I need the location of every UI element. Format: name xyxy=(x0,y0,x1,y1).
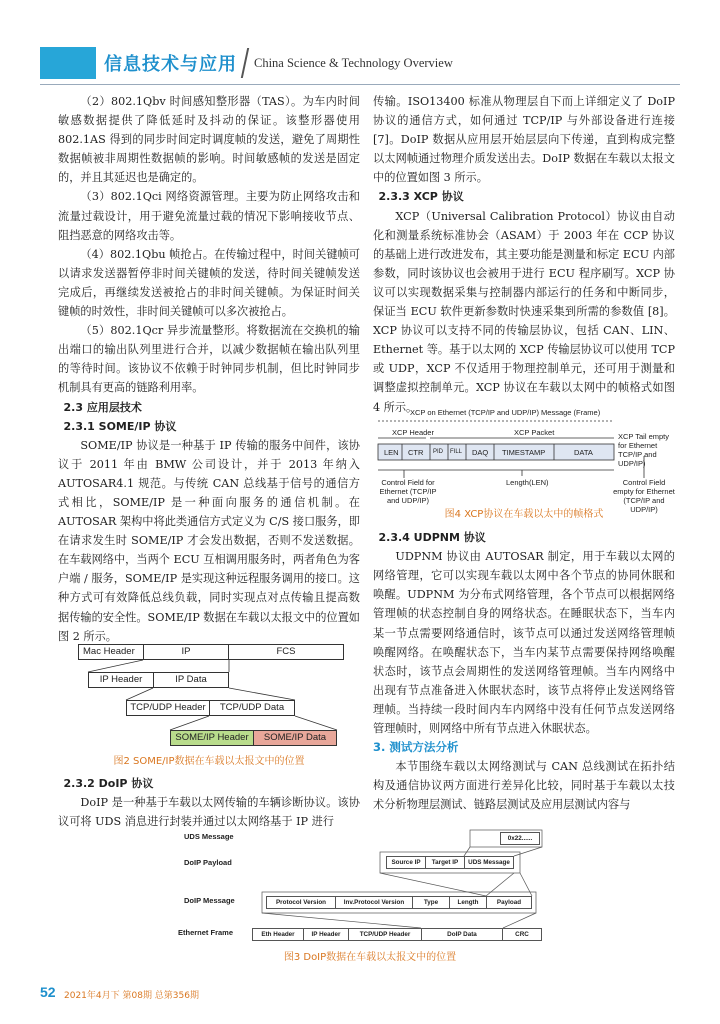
fig3-doip-data: DoIP Data xyxy=(421,928,503,941)
figure-2-caption: 图2 SOME/IP数据在车载以太报文中的位置 xyxy=(113,756,305,767)
fig4-title: XCP on Ethernet (TCP/IP and UDP/IP) Message (Frame) xyxy=(410,408,601,417)
fig4-ctr: CTR xyxy=(408,448,424,457)
fig3-eth-header: Eth Header xyxy=(252,928,304,941)
journal-en-title: China Science & Technology Overview xyxy=(254,56,453,70)
fig4-data: DATA xyxy=(574,448,593,457)
fig3-target-ip: Target IP xyxy=(425,856,465,869)
fig3-label-payload: DoIP Payload xyxy=(184,858,232,867)
right-column xyxy=(373,92,675,417)
fig4-length: Length(LEN) xyxy=(506,478,549,487)
heading-2-3-4: 2.3.4 UDPNM 协议 xyxy=(378,531,486,545)
para-qci: （3）802.1Qci 网络资源管理。主要为防止网络攻击和流量过载设计，用于避免流量过载的情况下影响接收节点、阻挡恶意的网络攻击等。 xyxy=(58,190,360,242)
figure-4-caption: 图4 XCP协议在车载以太中的帧格式 xyxy=(444,509,604,520)
fig4-control-left: Control Field for Ethernet (TCP/IP and UDP/IP) xyxy=(379,478,437,505)
heading-2-3-1: 2.3.1 SOME/IP 协议 xyxy=(63,419,177,433)
mac-header-box: Mac Header xyxy=(78,644,144,660)
figure-3-caption: 图3 DoIP数据在车载以太报文中的位置 xyxy=(283,952,457,963)
fig3-uds-message-box: UDS Message xyxy=(464,856,514,869)
ip-header-box: IP Header xyxy=(88,672,154,688)
header-rule xyxy=(40,84,680,85)
fig4-xcp-packet: XCP Packet xyxy=(514,428,555,437)
fig3-source-ip: Source IP xyxy=(386,856,426,869)
heading-2-3: 2.3 应用层技术 xyxy=(63,400,142,414)
left-column-bottom xyxy=(58,752,360,831)
para-tas: （2）802.1Qbv 时间感知整形器（TAS）。为车内时间敏感数据提供了降低延时及抖动的保证。该整形器使用 802.1AS 得到的同步时间定时调度帧的发送，避免了周期性数据帧被非周期性数据帧的影响。时间敏感帧的发送是固定的，并且其延迟也是确定的。 xyxy=(58,95,360,185)
issue-info: 2021年4月下 第08期 总第356期 xyxy=(64,991,199,1001)
ip-box: IP xyxy=(143,644,229,660)
tcp-header-box: TCP/UDP Header xyxy=(126,700,210,716)
para-test-method: 本节围绕车载以太网络测试与 CAN 总线测试在拓扑结构及通信协议两方面进行差异化比较，同时基于车载以太技术分析物理层测试、链路层测试及应用层测试内容与 xyxy=(373,760,675,812)
heading-3: 3. 测试方法分析 xyxy=(373,740,459,755)
fig3-label-ethernet: Ethernet Frame xyxy=(178,928,234,937)
fig4-xcp-tail: XCP Tail empty for Ethernet TCP/IP and UDP/IP) xyxy=(618,432,669,468)
para-doip: DoIP 是一种基于车载以太网传输的车辆诊断协议。该协议可将 UDS 消息进行封装并通过以太网络基于 IP 进行 xyxy=(58,796,360,829)
fig4-len: LEN xyxy=(384,448,399,457)
fig4-control-right: Control Field empty for Ethernet (TCP/IP and UDP/IP) xyxy=(613,478,675,514)
fig4-timestamp: TIMESTAMP xyxy=(502,448,546,457)
fcs-box: FCS xyxy=(228,644,344,660)
fig3-label-message: DoIP Message xyxy=(184,896,235,905)
fig3-crc: CRC xyxy=(502,928,542,941)
heading-2-3-3: 2.3.3 XCP 协议 xyxy=(378,190,464,204)
fig3-type: Type xyxy=(412,896,450,909)
someip-header-box: SOME/IP Header xyxy=(170,730,254,746)
para-qbu: （4）802.1Qbu 帧抢占。在传输过程中，时间关键帧可以请求发送器暂停非时间关键帧的发送，待时间关键帧发送完成后，再继续发送被抢占的非时间关键帧。为保证时间关键帧的时效性，非时间关键帧可以多次被抢占。 xyxy=(58,247,360,319)
left-column xyxy=(58,92,360,646)
header-color-block xyxy=(40,47,96,79)
fig3-payload: Payload xyxy=(486,896,532,909)
figure-3-doip xyxy=(170,828,570,963)
ip-data-box: IP Data xyxy=(153,672,229,688)
fig3-ip-header: IP Header xyxy=(303,928,349,941)
fig3-label-uds: UDS Message xyxy=(184,832,234,841)
fig3-connector-lines xyxy=(170,828,570,953)
figure-2-someip xyxy=(78,644,348,754)
para-doip-cont: 传输。ISO13400 标准从物理层自下而上详细定义了 DoIP 协议的通信方式，如何通过 TCP/IP 与外部设备进行连接 [7]。DoIP 数据从应用层开始层层向下传递，直到构成完整以太网帧通过物理介质发送出去。DoIP 数据在车载以太报文中的位置如图 3 所示。 xyxy=(373,95,675,185)
fig3-inv-protocol-version: Inv.Protocol Version xyxy=(335,896,413,909)
fig4-xcp-header: XCP Header xyxy=(392,428,434,437)
figure-4-xcp xyxy=(374,408,676,518)
tcp-data-box: TCP/UDP Data xyxy=(209,700,295,716)
heading-2-3-2: 2.3.2 DoIP 协议 xyxy=(63,777,154,791)
right-column-bottom xyxy=(373,505,675,815)
fig2-connector-lines xyxy=(78,644,348,754)
fig4-pid: PID xyxy=(433,449,444,455)
para-udpnm: UDPNM 协议由 AUTOSAR 制定，用于车载以太网的网络管理，它可以实现车载以太网中各个节点的协同休眠和唤醒。UDPNM 为分布式网络管理，各个节点可以根据网络管理帧的状态控制自身的网络状态。在睡眠状态下，当车内某一节点需要网络通信时，该节点可以通过发送网络管理帧唤醒网络。在唤醒状态下，当车内某节点需要保持网络唤醒状态时，该节点会周期性的发送网络管理帧。当车内网络中出现有节点准备进入休眠状态时，该节点将停止发送网络管理帧。当持续一段时间内车内网络中没有任何节点发送网络管理帧时，则网络中所有节点进入休眠状态。 xyxy=(373,550,675,736)
fig4-daq: DAQ xyxy=(472,448,489,457)
fig3-length: Length xyxy=(449,896,487,909)
para-xcp: XCP（Universal Calibration Protocol）协议由自动化和测量系统标准协会（ASAM）于 2003 年在 CCP 协议的基础上进行改进发布，其主要功能是测量和标定 ECU 内部参数，同时该协议也会被用于进行 ECU 程序刷写。XCP 协议可以实现数据采集与控制器内部运行的任务和中断同步，保证当 ECU 软件更新参数时快速采集到所需的参数值 [8]。XCP 协议可以支持不同的传输层协议，包括 CAN、LIN、Ethernet 等。基于以太网的 XCP 传输层协议可以使用 TCP 或 UDP，XCP 不仅适用于物理控制单元，还可用于测量和调整虚拟控制单元。XCP 协议在车载以太网中的帧格式如图 4 所示。 xyxy=(373,209,675,414)
fig3-tcp-header: TCP/UDP Header xyxy=(348,928,422,941)
fig3-uds-value: 0x22...... xyxy=(500,832,540,845)
fig3-protocol-version: Protocol Version xyxy=(266,896,336,909)
fig4-fill: FILL xyxy=(450,449,463,455)
page-number: 52 xyxy=(40,984,56,1000)
someip-data-box: SOME/IP Data xyxy=(253,730,337,746)
journal-section-title: 信息技术与应用 xyxy=(104,54,237,75)
para-qcr: （5）802.1Qcr 异步流量整形。将数据流在交换机的输出端口的输出队列里进行合并，以减少数据帧在输出队列里的等待时间。该协议不依赖于时钟同步机制，但比时钟同步机制具有更高的链路利用率。 xyxy=(58,324,360,395)
para-someip: SOME/IP 协议是一种基于 IP 传输的服务中间件，该协议于 2011 年由 BMW 公司设计，并于 2013 年纳入 AUTOSAR4.1 规范。与传统 CAN 总线基于信号的通信方式相比，SOME/IP 是一种面向服务的通信机制。在 AUTOSAR 架构中将此类通信方式定义为 C/S 接口服务，即在请求发生时 SOME/IP 才会发出数据，否则不发送数据。在车载网络中，当两个 ECU 互相调用服务时，两者角色为客户端 / 服务，SOME/IP 是实现这种远程服务调用的接口。这种方式可有效降低总线负载，同时实现点对点传输且提高数据传输的安全性。SOME/IP 数据在车载以太报文中的位置如图 2 所示。 xyxy=(58,438,360,643)
